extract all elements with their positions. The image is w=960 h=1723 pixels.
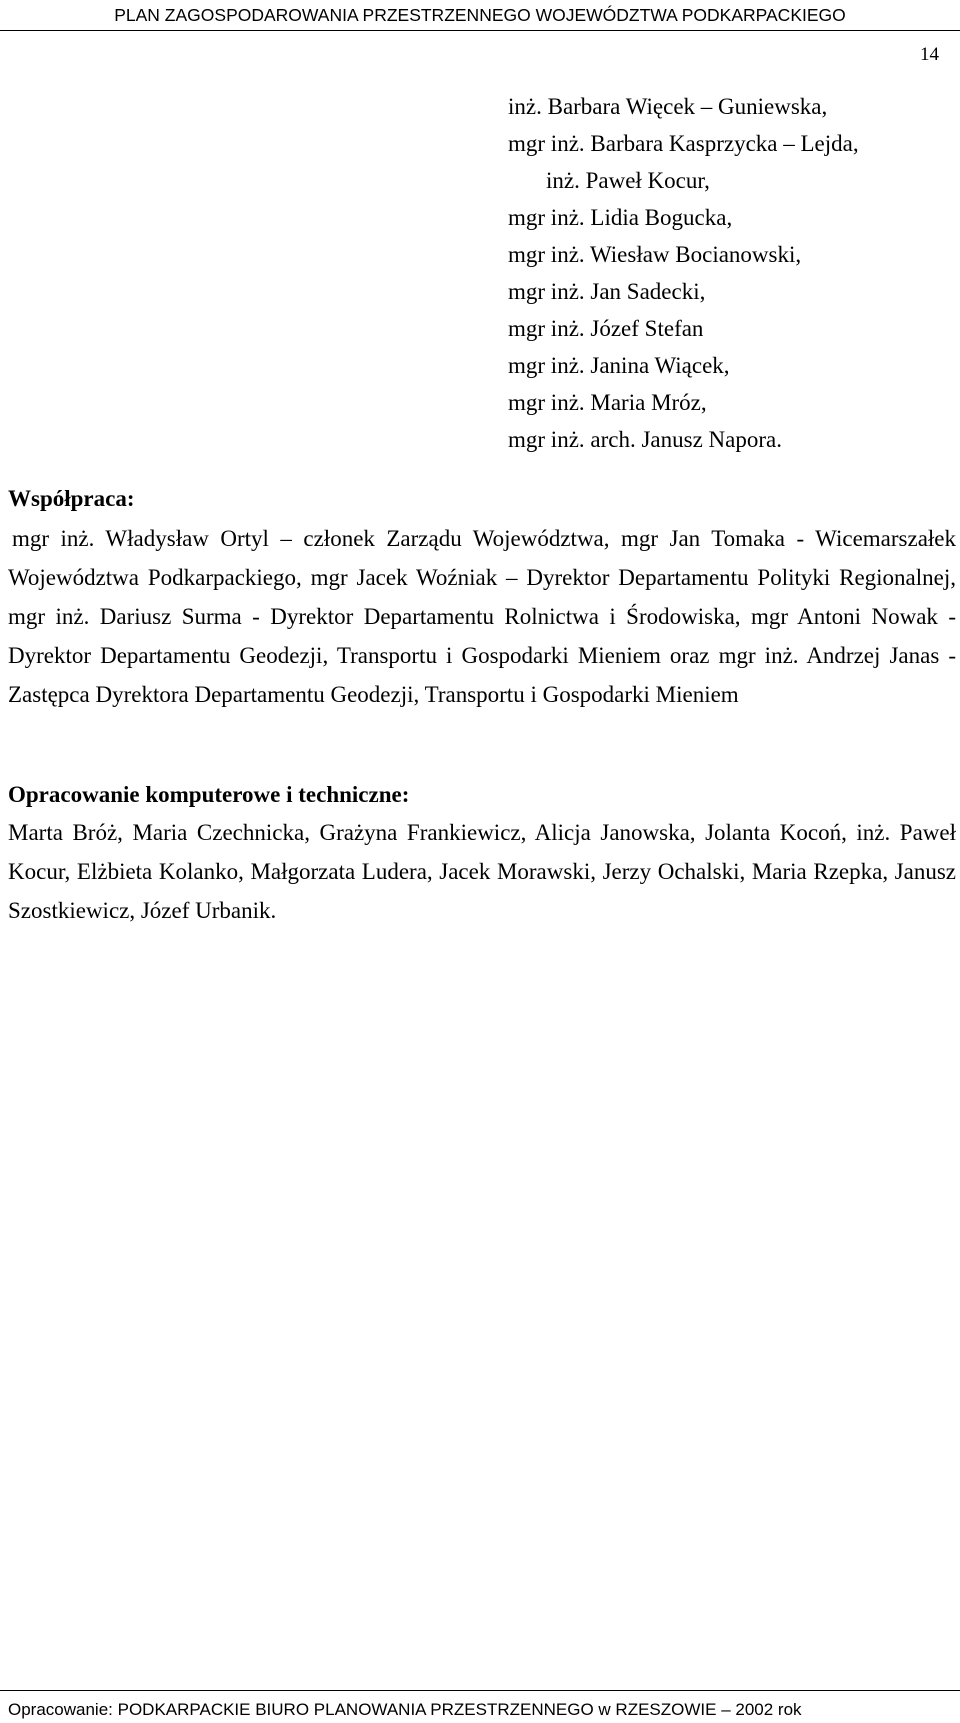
header-title: PLAN ZAGOSPODAROWANIA PRZESTRZENNEGO WOJEWÓDZTWA PODKARPACKIEGO [114, 5, 846, 25]
cooperation-paragraph: mgr inż. Władysław Ortyl – członek Zarządu Województwa, mgr Jan Tomaka - Wicemarszałek Województwa Podkarpackiego, mgr Jacek Woźniak – Dyrektor Departamentu Polityki Regionalnej, mgr inż. Dariusz Surma - Dyrektor Departamentu Rolnictwa i Środowiska, mgr Antoni Nowak - Dyrektor Departamentu Geodezji, Transportu i Gospodarki Mieniem oraz mgr inż. Andrzej Janas - Zastępca Dyrektora Departamentu Geodezji, Transportu i Gospodarki Mieniem [8, 526, 956, 707]
cooperation-heading: Współpraca: [8, 486, 135, 511]
computer-work-paragraph: Marta Bróż, Maria Czechnicka, Grażyna Frankiewicz, Alicja Janowska, Jolanta Kocoń, inż. Paweł Kocur, Elżbieta Kolanko, Małgorzata Ludera, Jacek Morawski, Jerzy Ochalski, Maria Rzepka, Janusz Szostkiewicz, Józef Urbanik. [8, 820, 956, 923]
page-number: 14 [920, 44, 939, 65]
author-item: mgr inż. Maria Mróz, [508, 390, 707, 415]
header-divider [0, 30, 960, 31]
footer-divider [0, 1690, 960, 1691]
page-footer [0, 1690, 960, 1723]
author-item: mgr inż. Barbara Kasprzycka – Lejda, [508, 131, 859, 156]
author-item: inż. Paweł Kocur, [546, 168, 710, 193]
footer-text: Opracowanie: PODKARPACKIE BIURO PLANOWANIA PRZESTRZENNEGO w RZESZOWIE – 2002 rok [8, 1700, 802, 1719]
author-item: mgr inż. Józef Stefan [508, 316, 704, 341]
author-item: mgr inż. Lidia Bogucka, [508, 205, 733, 230]
author-item: mgr inż. Janina Wiącek, [508, 353, 730, 378]
author-item: inż. Barbara Więcek – Guniewska, [508, 94, 828, 119]
author-item: mgr inż. Wiesław Bocianowski, [508, 242, 802, 267]
author-item: mgr inż. arch. Janusz Napora. [508, 427, 782, 452]
author-item: mgr inż. Jan Sadecki, [508, 279, 706, 304]
computer-work-heading: Opracowanie komputerowe i techniczne: [8, 782, 410, 807]
page-header [0, 0, 960, 36]
author-list [508, 88, 859, 458]
